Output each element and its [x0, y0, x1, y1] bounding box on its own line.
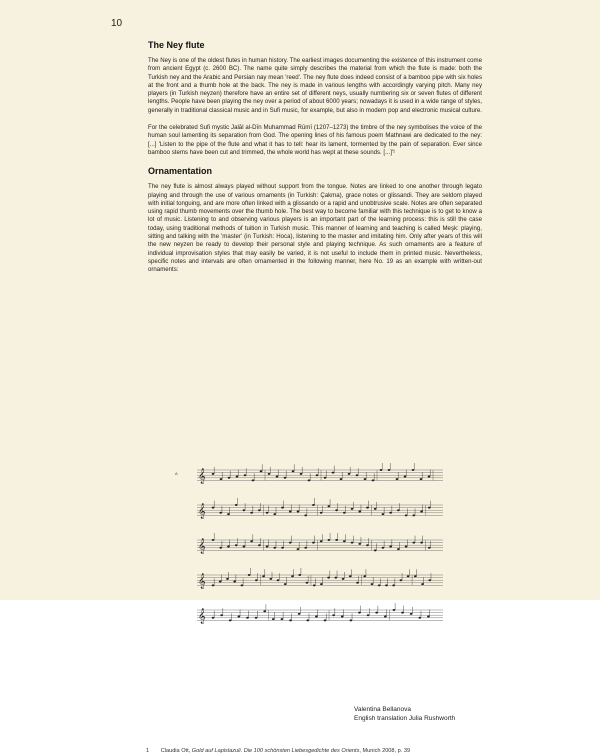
treble-clef-icon: 𝄞	[198, 469, 206, 484]
note-head	[289, 511, 292, 513]
footnote-title: Gold auf Lapislazuli. Die 100 schönsten Liebesgedichte des Orients	[191, 748, 360, 754]
note-head	[407, 575, 410, 577]
note-head	[244, 474, 247, 476]
note-head	[243, 546, 246, 548]
note-head	[281, 618, 284, 620]
note-head	[212, 539, 215, 541]
note-head	[364, 478, 367, 480]
note-head	[358, 612, 361, 614]
note-head	[384, 616, 387, 618]
note-head	[248, 574, 251, 576]
note-head	[412, 514, 415, 516]
note-head	[375, 612, 378, 614]
note-head	[420, 511, 423, 513]
note-head	[263, 610, 266, 612]
note-head	[308, 479, 311, 481]
note-head	[418, 617, 421, 619]
note-head	[410, 613, 413, 615]
note-head	[235, 504, 238, 506]
note-head	[389, 512, 392, 514]
note-head	[428, 476, 431, 478]
note-head	[382, 547, 385, 549]
note-head	[262, 575, 265, 577]
note-head	[306, 619, 309, 621]
note-head	[356, 582, 359, 584]
section-heading-ornamentation: Ornamentation	[148, 166, 213, 177]
note-head	[324, 477, 327, 479]
note-head	[276, 476, 279, 478]
note-head	[300, 473, 303, 475]
note-head	[212, 584, 215, 586]
note-head	[289, 542, 292, 544]
note-head	[304, 547, 307, 549]
note-head	[312, 542, 315, 544]
note-head	[320, 583, 323, 585]
note-head	[428, 507, 431, 509]
note-head	[392, 584, 395, 586]
note-head	[227, 546, 230, 548]
note-head	[328, 539, 331, 541]
note-head	[405, 546, 408, 548]
note-head	[266, 546, 269, 548]
note-head	[236, 476, 239, 478]
note-head	[428, 579, 431, 581]
note-head	[342, 578, 345, 580]
note-head	[358, 543, 361, 545]
note-head	[412, 469, 415, 471]
note-head	[298, 574, 301, 576]
note-head	[227, 513, 230, 515]
note-head	[404, 476, 407, 478]
note-head	[255, 617, 258, 619]
note-head	[266, 512, 269, 514]
note-head	[374, 508, 377, 510]
note-head	[349, 575, 352, 577]
note-head	[219, 547, 222, 549]
music-score-staves	[175, 460, 445, 655]
note-head	[291, 575, 294, 577]
note-head	[212, 617, 215, 619]
note-head	[427, 616, 430, 618]
note-head	[220, 478, 223, 480]
note-head	[315, 616, 318, 618]
note-head	[328, 505, 331, 507]
note-head	[316, 474, 319, 476]
note-head	[273, 547, 276, 549]
footnote-text-before: Claudia Ott,	[160, 748, 192, 754]
treble-clef-icon: 𝄞	[198, 609, 206, 624]
note-head	[412, 542, 415, 544]
note-head	[277, 579, 280, 581]
note-head	[428, 547, 431, 549]
note-head	[400, 579, 403, 581]
music-score	[175, 460, 445, 655]
note-head	[382, 513, 385, 515]
note-head	[393, 609, 396, 611]
note-head	[371, 583, 374, 585]
note-head	[366, 507, 369, 509]
note-head	[241, 584, 244, 586]
note-head	[378, 584, 381, 586]
note-head	[281, 547, 284, 549]
note-head	[414, 575, 417, 577]
note-head	[366, 544, 369, 546]
footnote-number: 1	[146, 748, 150, 754]
note-head	[327, 577, 330, 579]
note-head	[374, 549, 377, 551]
note-head	[219, 512, 222, 514]
note-head	[356, 474, 359, 476]
note-head	[332, 614, 335, 616]
note-head	[324, 619, 327, 621]
note-head	[332, 472, 335, 474]
note-head	[312, 504, 315, 506]
page-number: 10	[111, 18, 123, 29]
paragraph-ornamentation: The ney flute is almost always played without support from the tongue. Notes are linked to one another through legato playing and through the use of various ornaments (in Turkish: Çakma), grace notes or glissandi. They are seldom played with initial tonguing, and are more often linked with a glissando or a rapid and unobtrusive scale. Notes are often separated using rapid thumb movements over the thumb hole. The best way to become familiar with this technique is to get to know a lot of music. Listening to and observing various players is an important part of the learning process: this is still the case today, using traditional methods of tuition in Turkish music. This manner of learning and teaching is called Meşk: playing, sitting and talking with the 'master' (in Turkish: Hoca), listening to the master and imitating him. Only after years of this will the new neyzen be ready to develop their personal style and playing technique. As such ornaments are a feature of individual improvisation styles that may easily be varied, it is not useful to include them in printed music. Nevertheless, specific notes and intervals are often ornamented in the following manner, here No. 19 as an example with written-out ornaments:	[148, 183, 482, 274]
note-head	[284, 583, 287, 585]
note-head	[320, 540, 323, 542]
note-head	[405, 514, 408, 516]
note-head	[272, 618, 275, 620]
note-head	[335, 509, 338, 511]
note-head	[268, 473, 271, 475]
note-head	[297, 548, 300, 550]
note-head	[334, 577, 337, 579]
note-head	[389, 546, 392, 548]
note-head	[281, 507, 284, 509]
note-head	[304, 514, 307, 516]
note-head	[343, 512, 346, 514]
note-head	[420, 542, 423, 544]
note-head	[258, 544, 261, 546]
section-heading-ney-flute: The Ney flute	[148, 40, 205, 50]
note-head	[226, 578, 229, 580]
note-head	[255, 579, 258, 581]
note-head	[246, 617, 249, 619]
note-head	[228, 477, 231, 479]
note-head	[335, 539, 338, 541]
note-head	[233, 581, 236, 583]
note-head	[420, 478, 423, 480]
note-head	[349, 619, 352, 621]
note-head	[289, 619, 292, 621]
note-head	[219, 581, 222, 583]
footnote-text-after: , Munich 2008, p. 39	[359, 748, 411, 754]
note-head	[298, 613, 301, 615]
paragraph-ney-intro: The Ney is one of the oldest flutes in human history. The earliest images documenting the existence of this instrument come from ancient Egypt (c. 2600 BC). The name quite simply describes the material from which the flute is made: both the Turkish ney and the Arabic and Persian nay mean 'reed'. The ney flute does indeed consist of a bamboo pipe with six holes at the front and a thumb hole at the back. The ney is made in various lengths with accordingly varying pitch. Many ney players (in Turkish neyzen) therefore have an entire set of different neys, usually numbering six or seven flutes of different lengths. People have been playing the ney over a period of about 6000 years; nowadays it is used in a wide range of styles, generally in traditional classical music and in Sufi music, for example, but also in modern pop and electronic musical culture.	[148, 57, 482, 114]
note-head	[252, 479, 255, 481]
note-head	[372, 479, 375, 481]
note-head	[343, 540, 346, 542]
note-head	[421, 583, 424, 585]
note-head	[284, 477, 287, 479]
note-head	[341, 616, 344, 618]
note-head	[401, 612, 404, 614]
note-head	[292, 470, 295, 472]
note-head	[258, 509, 261, 511]
treble-clef-icon: 𝄞	[198, 574, 206, 589]
note-head	[212, 473, 215, 475]
note-head	[273, 513, 276, 515]
note-head	[313, 584, 316, 586]
note-head	[388, 469, 391, 471]
note-head	[237, 616, 240, 618]
note-head	[250, 540, 253, 542]
credits	[354, 705, 455, 723]
note-head	[297, 511, 300, 513]
footnote	[146, 748, 476, 754]
note-head	[306, 582, 309, 584]
note-head	[260, 470, 263, 472]
note-head	[212, 507, 215, 509]
treble-clef-icon: 𝄞	[198, 539, 206, 554]
note-head	[351, 508, 354, 510]
note-head	[348, 473, 351, 475]
translation-credit: English translation Julia Rushworth	[354, 715, 456, 722]
note-head	[320, 512, 323, 514]
note-head	[358, 511, 361, 513]
score-row-label: A	[175, 471, 178, 476]
treble-clef-icon: 𝄞	[198, 504, 206, 519]
author-name: Valentina Bellanova	[354, 706, 411, 713]
note-head	[220, 614, 223, 616]
main-content	[148, 40, 482, 284]
note-head	[396, 478, 399, 480]
note-head	[397, 509, 400, 511]
note-head	[397, 548, 400, 550]
note-head	[367, 614, 370, 616]
note-head	[385, 584, 388, 586]
note-head	[351, 542, 354, 544]
note-head	[340, 478, 343, 480]
note-head	[269, 578, 272, 580]
note-head	[250, 512, 253, 514]
note-head	[363, 575, 366, 577]
note-head	[243, 509, 246, 511]
note-head	[380, 469, 383, 471]
note-head	[235, 544, 238, 546]
note-head	[229, 619, 232, 621]
paragraph-rumi: For the celebrated Sufi mystic Jalāl al-Dīn Muhammad Rūmī (1207–1273) the timbre of the ney symbolises the voice of the human soul lamenting its separation from God. The opening lines of his famous poem Mathnawi are dedicated to the ney: [...] 'Listen to the pipe of the flute and what it has to tell: hear its lament, tormented by the pain of separation. Ever since bamboo stems have been cut and trimmed, the whole world has wept at these sounds. [...]'¹	[148, 124, 482, 156]
